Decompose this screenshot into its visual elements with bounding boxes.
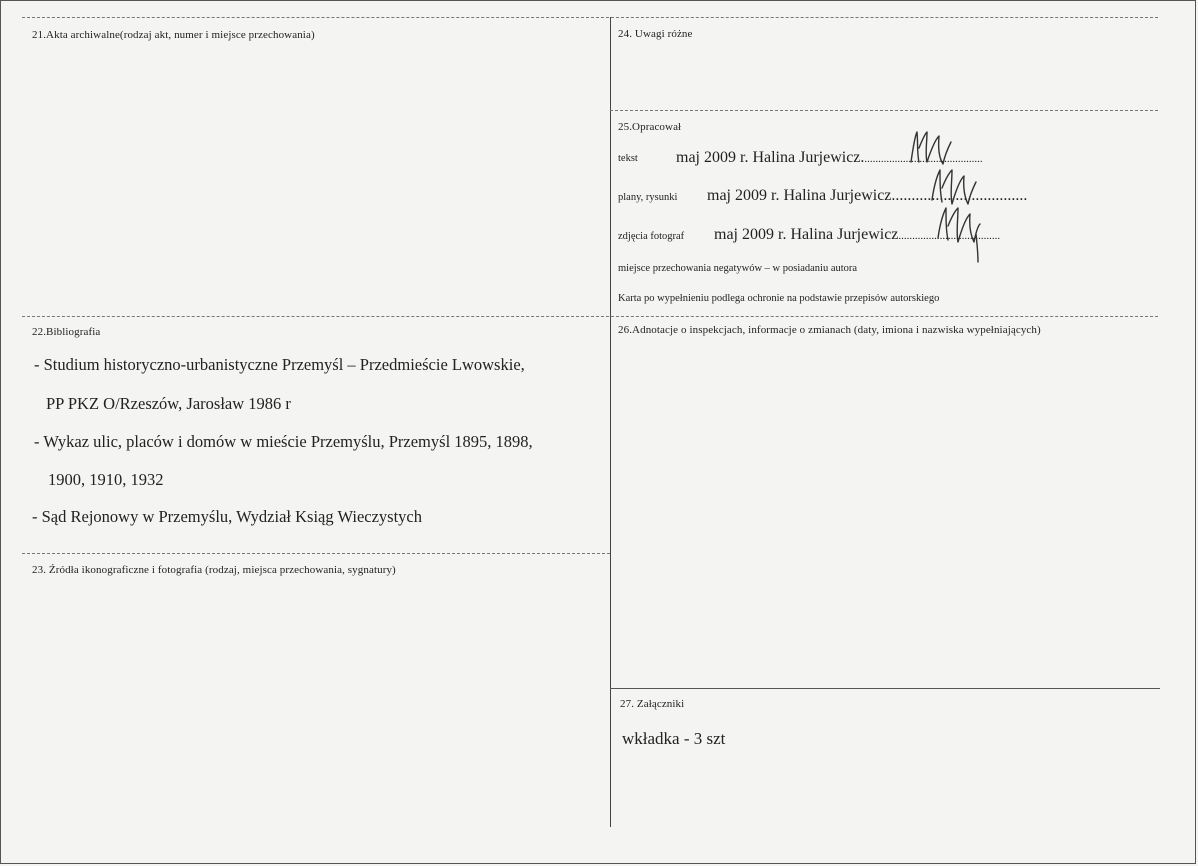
rule-22-23: [22, 553, 610, 554]
zalaczniki-value: wkładka - 3 szt: [622, 729, 726, 748]
signature-tekst: [905, 128, 955, 170]
tekst-label: tekst: [618, 153, 638, 164]
rule-24-25: [610, 110, 1158, 111]
section-24-label: 24. Uwagi różne: [618, 28, 693, 40]
section-26-label: 26.Adnotacje o inspekcjach, informacje o zmianach (daty, imiona i nazwiska wypełniających): [618, 324, 1041, 336]
section-27-label: 27. Załączniki: [620, 698, 685, 710]
section-25-label: 25.Opracował: [618, 121, 682, 133]
top-rule: [22, 17, 1158, 18]
column-divider: [610, 17, 611, 827]
tekst-value: maj 2009 r. Halina Jurjewicz............................................: [676, 149, 983, 166]
rule-26-27: [610, 688, 1160, 689]
zdjecia-label: zdjęcia fotograf: [618, 231, 685, 242]
negatywy-line: miejsce przechowania negatywów – w posiadaniu autora: [618, 263, 858, 274]
biblio-line-5: - Sąd Rejonowy w Przemyślu, Wydział Ksiąg Wieczystych: [32, 507, 422, 526]
biblio-line-3: - Wykaz ulic, placów i domów w mieście Przemyślu, Przemyśl 1895, 1898,: [34, 432, 533, 451]
rule-21-22: [22, 316, 1158, 317]
karta-line: Karta po wypełnieniu podlega ochronie na podstawie przepisów autorskiego: [618, 293, 940, 304]
signature-zdjecia: [934, 204, 984, 264]
section-23-label: 23. Źródła ikonograficzne i fotografia (rodzaj, miejsca przechowania, sygnatury): [32, 564, 396, 576]
section-21-label: 21.Akta archiwalne(rodzaj akt, numer i miejsce przechowania): [32, 29, 315, 41]
section-22-label: 22.Bibliografia: [32, 326, 101, 338]
zdjecia-value: maj 2009 r. Halina Jurjewicz.....................................: [714, 226, 1001, 243]
biblio-line-2: PP PKZ O/Rzeszów, Jarosław 1986 r: [46, 394, 291, 413]
biblio-line-4: 1900, 1910, 1932: [48, 470, 164, 489]
plany-value: maj 2009 r. Halina Jurjewicz..................................: [707, 187, 1028, 204]
biblio-line-1: - Studium historyczno-urbanistyczne Przemyśl – Przedmieście Lwowskie,: [34, 355, 525, 374]
plany-label: plany, rysunki: [618, 192, 678, 203]
